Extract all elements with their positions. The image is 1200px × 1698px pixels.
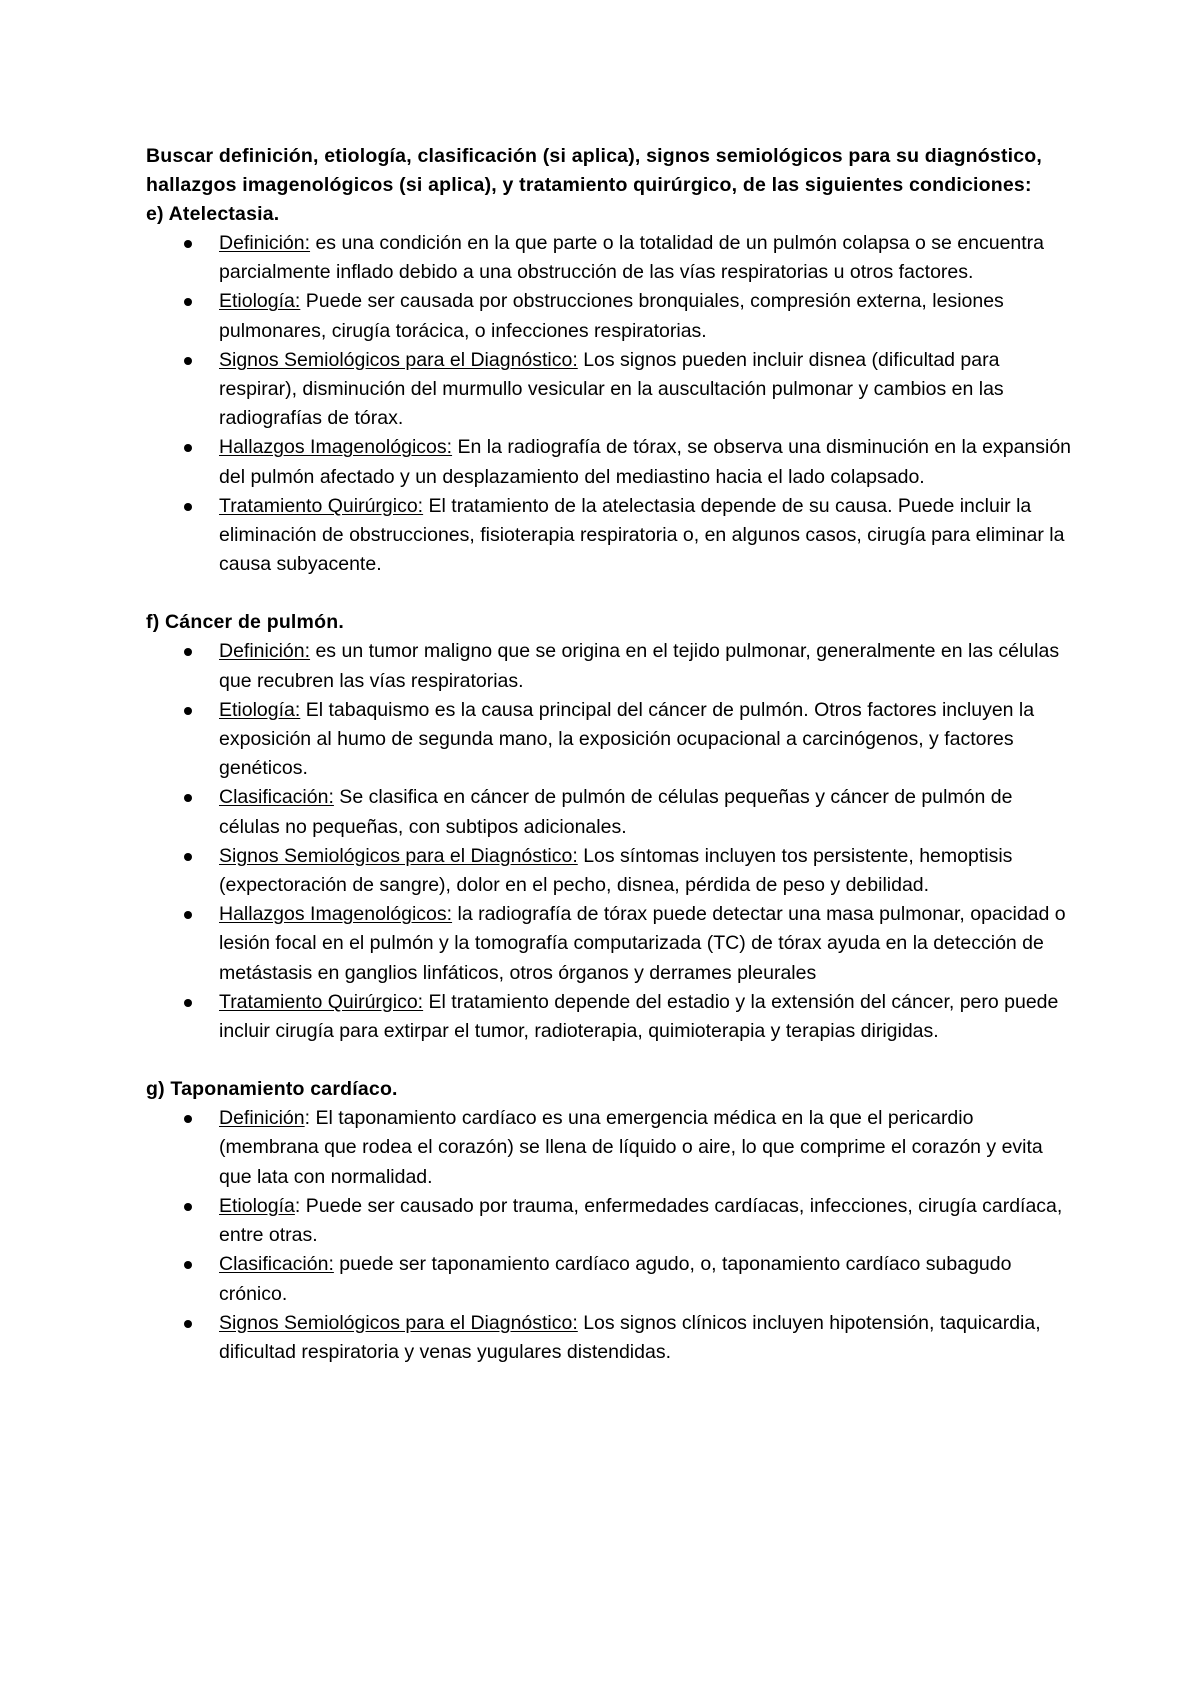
bullet-list — [146, 637, 1076, 1046]
item-text: El tratamiento de la atelectasia depende de su causa. Puede incluir la eliminación de obstrucciones, fisioterapia respiratoria o, en algunos casos, cirugía para eliminar la causa subyacente. — [219, 494, 1065, 576]
item-label: Tratamiento Quirúrgico: — [219, 494, 424, 517]
bullet-icon — [184, 853, 192, 861]
list-item — [146, 637, 1076, 695]
section-taponamiento-cardiaco — [146, 1075, 1076, 1367]
bullet-icon — [184, 503, 192, 511]
item-text: es una condición en la que parte o la totalidad de un pulmón colapsa o se encuentra parcialmente inflado debido a una obstrucción de las vías respiratorias u otros factores. — [219, 232, 1044, 284]
item-label: Clasificación: — [219, 1253, 334, 1276]
item-label: Etiología: — [219, 698, 301, 721]
item-text: Puede ser causada por obstrucciones bronquiales, compresión externa, lesiones pulmonares, cirugía torácica, o infecciones respiratorias. — [219, 290, 1004, 342]
item-label: Hallazgos Imagenológicos: — [219, 436, 453, 459]
document-page — [146, 142, 1076, 1367]
item-text: : El taponamiento cardíaco es una emergencia médica en la que el pericardio (membrana que rodea el corazón) se llena de líquido o aire, lo que comprime el corazón y evita que lata con normalidad. — [219, 1107, 1043, 1188]
section-title: f) Cáncer de pulmón. — [146, 611, 344, 634]
item-text: En la radiografía de tórax, se observa una disminución en la expansión del pulmón afectado y un desplazamiento del mediastino hacia el lado colapsado. — [219, 436, 1072, 488]
list-item — [146, 229, 1076, 287]
item-label: Etiología — [219, 1194, 295, 1217]
bullet-icon — [184, 1115, 192, 1123]
bullet-icon — [184, 794, 192, 802]
item-label: Definición: — [219, 232, 311, 254]
item-label: Definición: — [219, 640, 311, 663]
item-text: Los signos clínicos incluyen hipotensión, taquicardia, dificultad respiratoria y venas yugulares distendidas. — [219, 1311, 1041, 1363]
bullet-icon — [184, 648, 192, 656]
bullet-icon — [184, 240, 192, 248]
item-label: Etiología: — [219, 290, 301, 313]
list-item — [146, 1192, 1076, 1250]
bullet-icon — [184, 444, 192, 452]
item-text: Los signos pueden incluir disnea (dificultad para respirar), disminución del murmullo vesicular en la auscultación pulmonar y cambios en las radiografías de tórax. — [219, 348, 1004, 430]
bullet-icon — [184, 911, 192, 919]
section-title: e) Atelectasia. — [146, 203, 280, 225]
list-item — [146, 346, 1076, 434]
item-label: Signos Semiológicos para el Diagnóstico: — [219, 1311, 578, 1334]
list-item — [146, 783, 1076, 841]
list-item — [146, 842, 1076, 900]
bullet-icon — [184, 298, 192, 306]
list-item — [146, 1104, 1076, 1192]
item-label: Signos Semiológicos para el Diagnóstico: — [219, 348, 578, 371]
list-item — [146, 696, 1076, 784]
item-label: Clasificación: — [219, 786, 334, 809]
item-label: Hallazgos Imagenológicos: — [219, 903, 453, 926]
item-label: Tratamiento Quirúrgico: — [219, 990, 424, 1013]
item-text: es un tumor maligno que se origina en el tejido pulmonar, generalmente en las células que recubren las vías respiratorias. — [219, 640, 1060, 692]
bullet-list — [146, 229, 1076, 579]
item-text: Los síntomas incluyen tos persistente, hemoptisis (expectoración de sangre), dolor en el pecho, disnea, pérdida de peso y debilidad. — [219, 844, 1013, 897]
bullet-icon — [184, 1261, 192, 1269]
section-atelectasia — [146, 200, 1076, 579]
item-label: Definición — [219, 1107, 305, 1130]
item-text: : Puede ser causado por trauma, enfermedades cardíacas, infecciones, cirugía cardíaca, entre otras. — [219, 1194, 1063, 1247]
list-item — [146, 492, 1076, 580]
item-text: Se clasifica en cáncer de pulmón de células pequeñas y cáncer de pulmón de células no pequeñas, con subtipos adicionales. — [219, 786, 1013, 838]
bullet-icon — [184, 1320, 192, 1328]
list-item — [146, 287, 1076, 345]
item-text: El tratamiento depende del estadio y la extensión del cáncer, pero puede incluir cirugía para extirpar el tumor, radioterapia, quimioterapia y terapias dirigidas. — [219, 990, 1059, 1043]
item-label: Signos Semiológicos para el Diagnóstico: — [219, 844, 578, 867]
list-item — [146, 1309, 1076, 1367]
list-item — [146, 433, 1076, 491]
list-item — [146, 1250, 1076, 1308]
bullet-list — [146, 1104, 1076, 1367]
bullet-icon — [184, 1203, 192, 1211]
bullet-icon — [184, 357, 192, 365]
item-text: puede ser taponamiento cardíaco agudo, o, taponamiento cardíaco subagudo crónico. — [219, 1253, 1012, 1305]
intro-paragraph: Buscar definición, etiología, clasificación (si aplica), signos semiológicos para su diagnóstico, hallazgos imagenológicos (si aplica), y tratamiento quirúrgico, de las siguientes condiciones: — [146, 145, 1043, 196]
bullet-icon — [184, 999, 192, 1007]
item-text: la radiografía de tórax puede detectar una masa pulmonar, opacidad o lesión focal en el pulmón y la tomografía computarizada (TC) de tórax ayuda en la detección de metástasis en ganglios linfáticos, otros órganos y derrames pleurales — [219, 903, 1066, 984]
section-cancer-de-pulmon — [146, 608, 1076, 1046]
list-item — [146, 900, 1076, 988]
section-title: g) Taponamiento cardíaco. — [146, 1078, 398, 1101]
list-item — [146, 988, 1076, 1046]
bullet-icon — [184, 707, 192, 715]
item-text: El tabaquismo es la causa principal del cáncer de pulmón. Otros factores incluyen la exposición al humo de segunda mano, la exposición ocupacional a carcinógenos, y factores genéticos. — [219, 698, 1035, 780]
